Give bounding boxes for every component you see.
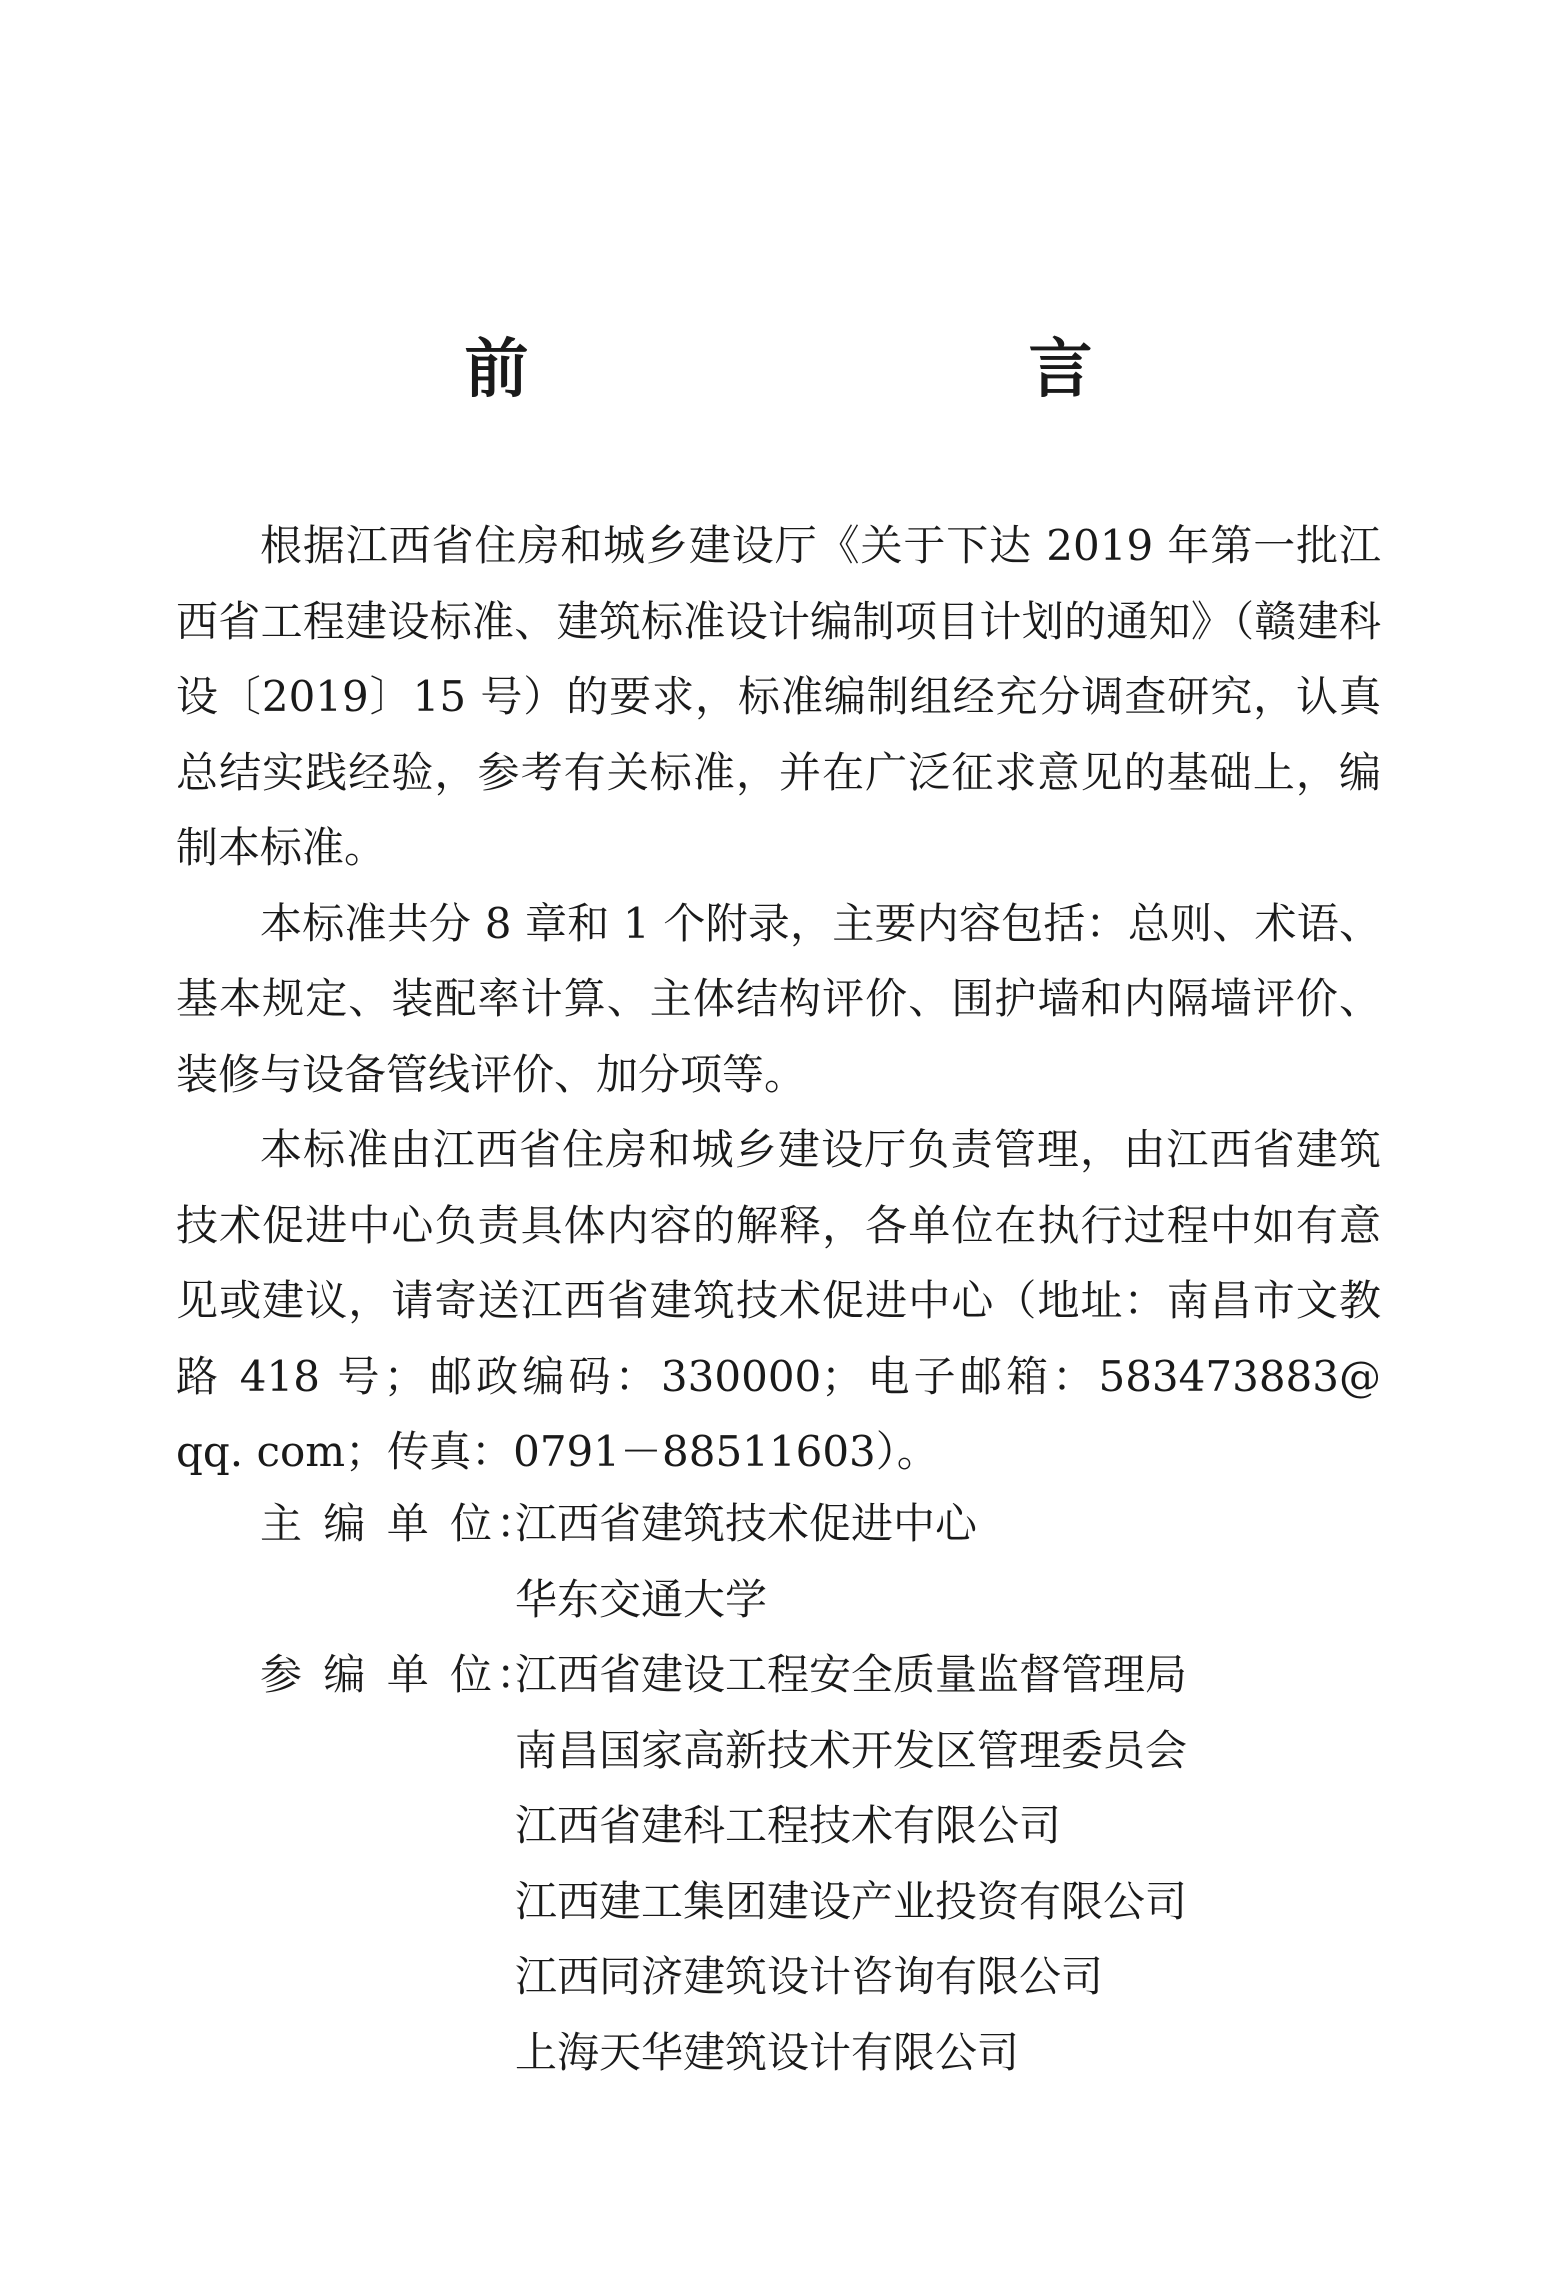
- preface-body: [176, 508, 1381, 1490]
- participating-unit-item: 江西同济建筑设计咨询有限公司: [515, 1952, 1104, 2001]
- participating-units-list: [515, 1637, 1187, 2090]
- chief-units-label: 主 编 单 位：: [260, 1499, 543, 1548]
- chief-unit-item: 华东交通大学: [515, 1574, 768, 1624]
- participating-unit-item: 江西省建科工程技术有限公司: [515, 1801, 1062, 1850]
- preface-paragraph-1: 根据江西省住房和城乡建设厅《关于下达 2019 年第一批江西省工程建设标准、建筑标准设计编制项目计划的通知》（赣建科设〔2019〕15 号）的要求，标准编制组经充分调查研究，认真总结实践经验，参考有关标准，并在广泛征求意见的基础上，编制本标准。: [176, 521, 1381, 872]
- preface-paragraph-3: 本标准由江西省住房和城乡建设厅负责管理，由江西省建筑技术促进中心负责具体内容的解释，各单位在执行过程中如有意见或建议，请寄送江西省建筑技术促进中心（地址：南昌市文教路 418 号；邮政编码：330000；电子邮箱：583473883@ qq. com；传真：0791－88511603）。: [176, 1125, 1381, 1476]
- page-title: 前 言: [464, 332, 1217, 407]
- participating-unit-item: 江西省建设工程安全质量监督管理局: [515, 1650, 1188, 1699]
- preface-paragraph-2: 本标准共分 8 章和 1 个附录，主要内容包括：总则、术语、基本规定、装配率计算、主体结构评价、围护墙和内隔墙评价、装修与设备管线评价、加分项等。: [176, 898, 1381, 1099]
- participating-unit-item: 江西建工集团建设产业投资有限公司: [515, 1876, 1188, 1926]
- participating-unit-item: 南昌国家高新技术开发区管理委员会: [515, 1725, 1188, 1775]
- chief-units-group: [260, 1486, 1187, 1637]
- editing-units: [260, 1486, 1187, 2090]
- chief-unit-item: 江西省建筑技术促进中心: [515, 1499, 978, 1548]
- participating-units-group: [260, 1637, 1187, 2090]
- participating-units-label: 参 编 单 位：: [260, 1650, 543, 1699]
- participating-unit-item: 上海天华建筑设计有限公司: [515, 2027, 1020, 2077]
- chief-units-list: [515, 1486, 977, 1637]
